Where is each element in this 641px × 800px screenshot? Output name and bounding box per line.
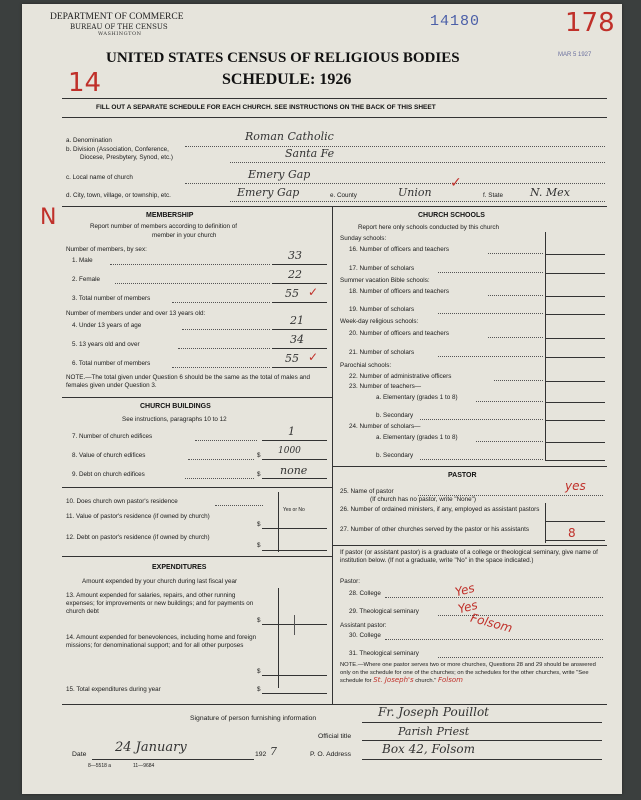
answer-line bbox=[362, 722, 602, 723]
q23a-label: a. Elementary (grades 1 to 8) bbox=[376, 394, 458, 401]
signature-label: Signature of person furnishing information bbox=[190, 715, 317, 722]
q9-label: 9. Debt on church edifices bbox=[72, 471, 145, 478]
answer-line bbox=[545, 460, 605, 461]
local-name-label: c. Local name of church bbox=[66, 174, 133, 181]
answer-line bbox=[272, 283, 327, 284]
q9-dollar: $ bbox=[257, 471, 261, 478]
q2-label: 2. Female bbox=[72, 276, 100, 283]
pastor-note-text: NOTE.—Where one pastor serves two or more churches, Questions 28 and 29 should be answered only on the schedule for one of the churches; on the schedules for the other churches, write "See schedule for bbox=[340, 662, 596, 684]
rule bbox=[62, 487, 332, 488]
pastor-note-value: St. Joseph's bbox=[373, 676, 414, 684]
instruction-line: FILL OUT A SEPARATE SCHEDULE FOR EACH CHURCH. SEE INSTRUCTIONS ON THE BACK OF THIS SHEET bbox=[96, 104, 436, 111]
form-title: UNITED STATES CENSUS OF RELIGIOUS BODIES bbox=[106, 50, 460, 66]
answer-line bbox=[272, 348, 327, 349]
dotted-line bbox=[182, 329, 270, 330]
rule bbox=[62, 397, 332, 398]
q1-value: 33 bbox=[288, 249, 302, 262]
signature-value: Fr. Joseph Pouillot bbox=[378, 705, 489, 719]
official-title-value: Parish Priest bbox=[398, 725, 470, 738]
answer-line bbox=[272, 329, 327, 330]
q20-label: 20. Number of officers and teachers bbox=[349, 330, 449, 337]
answer-line bbox=[545, 296, 605, 297]
q4-label: 4. Under 13 years of age bbox=[72, 322, 142, 329]
q2-value: 22 bbox=[288, 268, 302, 281]
q14-label: 14. Amount expended for benevolences, including home and foreign missions; for denominational support; and for all other purposes bbox=[66, 634, 257, 649]
age-intro-label: Number of members under and over 13 years old: bbox=[66, 310, 206, 317]
dotted-line bbox=[195, 440, 257, 441]
city-value: Emery Gap bbox=[237, 186, 300, 199]
q5-value: 34 bbox=[290, 333, 304, 346]
q25-label: 25. Name of pastor bbox=[340, 488, 394, 495]
rule bbox=[62, 704, 607, 705]
q24b-label: b. Secondary bbox=[376, 452, 414, 459]
answer-line bbox=[545, 442, 605, 443]
q28-value: Yes bbox=[453, 580, 477, 600]
division-label-2: Diocese, Presbytery, Synod, etc.) bbox=[80, 154, 173, 161]
answer-line bbox=[545, 381, 605, 382]
bureau-name: BUREAU OF THE CENSUS bbox=[70, 23, 168, 31]
pastor-note-end: church." bbox=[415, 678, 437, 684]
pencil-mark bbox=[294, 615, 295, 635]
q29-label: 29. Theological seminary bbox=[349, 608, 419, 615]
q31-label: 31. Theological seminary bbox=[349, 650, 419, 657]
answer-line bbox=[362, 740, 602, 741]
answer-line bbox=[545, 521, 605, 522]
print-number: 11—9684 bbox=[133, 763, 155, 769]
schools-sub: Report here only schools conducted by this church bbox=[358, 224, 500, 231]
answer-line bbox=[262, 478, 327, 479]
q3-value: 55 bbox=[285, 287, 299, 300]
column-divider bbox=[332, 206, 333, 704]
dotted-line bbox=[420, 419, 543, 420]
red-check-mark: ✓ bbox=[308, 285, 319, 299]
q3-label: 3. Total number of members bbox=[72, 295, 151, 302]
rule bbox=[62, 117, 607, 118]
city-label: d. City, town, village, or township, etc. bbox=[66, 192, 171, 199]
q13-dollar: $ bbox=[257, 617, 261, 624]
q17-label: 17. Number of scholars bbox=[349, 265, 415, 272]
membership-heading: MEMBERSHIP bbox=[146, 212, 194, 219]
pastor-note-extra: Folsom bbox=[437, 676, 463, 684]
sunday-label: Sunday schools: bbox=[340, 235, 387, 242]
state-label: f. State bbox=[483, 192, 503, 199]
q28-label: 28. College bbox=[349, 590, 381, 597]
answer-line bbox=[272, 302, 327, 303]
q6-value: 55 bbox=[285, 352, 299, 365]
answer-line bbox=[545, 338, 605, 339]
q24-label: 24. Number of scholars— bbox=[349, 423, 421, 430]
dotted-line bbox=[385, 597, 603, 598]
q25-note: (If church has no pastor, write "None") bbox=[370, 496, 476, 503]
q13-label: 13. Amount expended for salaries, repairs, and other running expenses; for improvements or new buildings; and for payments on church debt bbox=[66, 592, 254, 615]
dotted-line bbox=[476, 441, 543, 442]
rule bbox=[62, 206, 607, 207]
answer-line bbox=[545, 420, 605, 421]
q30-value: Folsom bbox=[468, 610, 514, 636]
dotted-line bbox=[230, 201, 605, 202]
dotted-line bbox=[494, 380, 543, 381]
margin-mark: N bbox=[40, 205, 57, 230]
handwritten-top-left: 14 bbox=[68, 68, 102, 98]
q21-label: 21. Number of scholars bbox=[349, 349, 415, 356]
schedule-title: SCHEDULE: 1926 bbox=[222, 71, 352, 88]
q29-value: Yes bbox=[456, 597, 480, 617]
dotted-line bbox=[438, 272, 543, 273]
dotted-line bbox=[438, 657, 603, 658]
answer-line bbox=[545, 254, 605, 255]
division-value: Santa Fe bbox=[285, 147, 335, 160]
q12-dollar: $ bbox=[257, 542, 261, 549]
parochial-label: Parochial schools: bbox=[340, 362, 392, 369]
yes-no-hint: Yes or No bbox=[283, 507, 305, 513]
address-label: P. O. Address bbox=[310, 751, 352, 758]
answer-line bbox=[262, 675, 327, 676]
county-value: Union bbox=[398, 186, 432, 199]
q16-label: 16. Number of officers and teachers bbox=[349, 246, 449, 253]
assistant-subhead: Assistant pastor: bbox=[340, 622, 387, 629]
q11-label: 11. Value of pastor's residence (if owned by church) bbox=[66, 513, 210, 520]
q23b-label: b. Secondary bbox=[376, 412, 414, 419]
q27-label: 27. Number of other churches served by the pastor or his assistants bbox=[340, 526, 529, 533]
weekday-label: Week-day religious schools: bbox=[340, 318, 419, 325]
red-check-mark: ✓ bbox=[450, 175, 462, 191]
pastor-subhead: Pastor: bbox=[340, 578, 360, 585]
answer-line bbox=[262, 693, 327, 694]
membership-note: NOTE.—The total given under Question 6 should be the same as the total of males and females given under Question 3. bbox=[66, 374, 310, 389]
handwritten-top-right: 178 bbox=[565, 8, 615, 38]
denomination-label: a. Denomination bbox=[66, 137, 112, 144]
q6-label: 6. Total number of members bbox=[72, 360, 151, 367]
pastor-note bbox=[340, 662, 605, 686]
q14-dollar: $ bbox=[257, 668, 261, 675]
box-edge bbox=[278, 492, 279, 552]
buildings-sub: See instructions, paragraphs 10 to 12 bbox=[122, 416, 227, 423]
buildings-heading: CHURCH BUILDINGS bbox=[140, 403, 211, 410]
state-value: N. Mex bbox=[530, 186, 570, 199]
answer-line bbox=[272, 367, 327, 368]
official-title-label: Official title bbox=[318, 733, 352, 740]
q18-label: 18. Number of officers and teachers bbox=[349, 288, 449, 295]
membership-sub-1: Report number of members according to definition of bbox=[90, 223, 238, 230]
graduate-note: If pastor (or assistant pastor) is a graduate of a college or theological seminary, give name of institution below. (If not a graduate, write "No" in the space indicated.) bbox=[340, 549, 598, 564]
q4-value: 21 bbox=[290, 314, 304, 327]
answer-line bbox=[545, 314, 605, 315]
q9-value: none bbox=[280, 464, 308, 477]
answer-line bbox=[362, 759, 602, 760]
summer-label: Summer vacation Bible schools: bbox=[340, 277, 430, 284]
q19-label: 19. Number of scholars bbox=[349, 306, 415, 313]
q26-label: 26. Number of ordained ministers, if any, employed as assistant pastors bbox=[340, 506, 540, 513]
answer-line bbox=[92, 759, 254, 760]
q1-label: 1. Male bbox=[72, 257, 93, 264]
dotted-line bbox=[185, 146, 605, 147]
q10-label: 10. Does church own pastor's residence bbox=[66, 498, 178, 505]
dotted-line bbox=[172, 367, 270, 368]
q5-label: 5. 13 years old and over bbox=[72, 341, 140, 348]
dotted-line bbox=[230, 162, 605, 163]
dotted-line bbox=[488, 253, 543, 254]
form-number: 8—5518 a bbox=[88, 763, 112, 769]
q7-label: 7. Number of church edifices bbox=[72, 433, 153, 440]
dotted-line bbox=[115, 283, 270, 284]
year-prefix: 192 bbox=[255, 751, 267, 758]
rule bbox=[332, 466, 607, 467]
membership-sub-2: member in your church bbox=[152, 232, 217, 239]
dotted-line bbox=[185, 478, 254, 479]
answer-column bbox=[545, 503, 546, 543]
dotted-line bbox=[488, 295, 543, 296]
dotted-line bbox=[172, 302, 270, 303]
local-name-value: Emery Gap bbox=[248, 168, 311, 181]
year-value: 7 bbox=[270, 745, 277, 758]
rule bbox=[62, 556, 332, 557]
date-label: Date bbox=[72, 751, 87, 758]
q22-label: 22. Number of administrative officers bbox=[349, 373, 452, 380]
department-name: DEPARTMENT OF COMMERCE bbox=[50, 12, 184, 22]
answer-column bbox=[545, 232, 546, 460]
dotted-line bbox=[385, 639, 603, 640]
dotted-line bbox=[438, 356, 543, 357]
dotted-line bbox=[185, 183, 605, 184]
date-value: 24 January bbox=[115, 740, 187, 755]
expenditures-heading: EXPENDITURES bbox=[152, 564, 207, 571]
answer-line bbox=[272, 264, 327, 265]
serial-number: 14180 bbox=[430, 13, 481, 30]
q24a-label: a. Elementary (grades 1 to 8) bbox=[376, 434, 458, 441]
dotted-line bbox=[110, 264, 270, 265]
expenditures-sub: Amount expended by your church during last fiscal year bbox=[82, 578, 238, 585]
dotted-line bbox=[476, 401, 543, 402]
q30-label: 30. College bbox=[349, 632, 381, 639]
dotted-line bbox=[488, 337, 543, 338]
denomination-value: Roman Catholic bbox=[245, 130, 334, 143]
address-value: Box 42, Folsom bbox=[382, 742, 476, 756]
rule bbox=[62, 98, 607, 99]
q11-dollar: $ bbox=[257, 521, 261, 528]
answer-line bbox=[262, 528, 327, 529]
q12-label: 12. Debt on pastor's residence (if owned by church) bbox=[66, 534, 210, 541]
dotted-line bbox=[215, 505, 263, 506]
dotted-line bbox=[178, 348, 270, 349]
dotted-line bbox=[188, 459, 254, 460]
q25-value: yes bbox=[565, 479, 586, 493]
answer-line bbox=[545, 402, 605, 403]
division-label: b. Division (Association, Conference, bbox=[66, 146, 169, 153]
rule bbox=[332, 545, 607, 546]
q15-label: 15. Total expenditures during year bbox=[66, 686, 161, 693]
schools-heading: CHURCH SCHOOLS bbox=[418, 212, 485, 219]
answer-line bbox=[545, 273, 605, 274]
answer-line bbox=[545, 357, 605, 358]
dotted-line bbox=[420, 459, 543, 460]
q27-value: 8 bbox=[568, 526, 576, 540]
q15-dollar: $ bbox=[257, 686, 261, 693]
box-edge bbox=[278, 588, 279, 688]
q8-label: 8. Value of church edifices bbox=[72, 452, 146, 459]
answer-line bbox=[262, 550, 327, 551]
red-check-mark: ✓ bbox=[308, 350, 319, 364]
county-label: e. County bbox=[330, 192, 357, 199]
answer-line bbox=[262, 440, 327, 441]
pastor-heading: PASTOR bbox=[448, 472, 477, 479]
q8-value: 1000 bbox=[278, 446, 301, 456]
answer-line bbox=[262, 459, 327, 460]
q7-value: 1 bbox=[288, 425, 295, 438]
by-sex-label: Number of members, by sex: bbox=[66, 246, 147, 253]
date-stamp: MAR 5 1927 bbox=[558, 52, 592, 58]
dotted-line bbox=[438, 313, 543, 314]
city-name: WASHINGTON bbox=[98, 31, 142, 37]
q23-label: 23. Number of teachers— bbox=[349, 383, 422, 390]
answer-line bbox=[545, 540, 605, 541]
q8-dollar: $ bbox=[257, 452, 261, 459]
